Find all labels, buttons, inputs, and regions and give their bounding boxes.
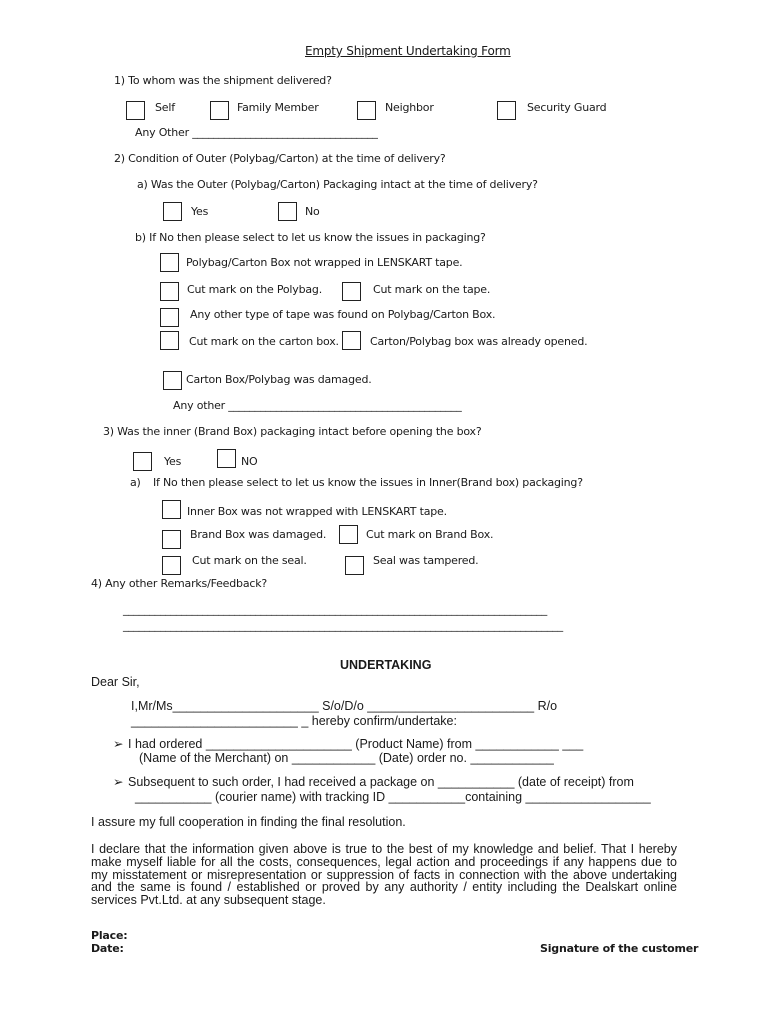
issue-cut-carton-label: Cut mark on the carton box. [189,335,339,348]
question-4: 4) Any other Remarks/Feedback? [91,577,268,590]
checkbox-issue-cut-carton[interactable] [160,331,179,350]
question-3a-prefix: a) [130,476,141,489]
brand-box-damaged-label: Brand Box was damaged. [190,528,327,541]
place-label: Place: [91,929,128,942]
checkbox-issue-cut-polybag[interactable] [160,282,179,301]
checkbox-q3-no[interactable] [217,449,236,468]
form-title: Empty Shipment Undertaking Form [305,44,511,58]
assurance-text: I assure my full cooperation in finding the final resolution. [91,815,406,829]
checkbox-brand-box-damaged[interactable] [162,530,181,549]
checkbox-issue-already-opened[interactable] [342,331,361,350]
issue-damaged-label: Carton Box/Polybag was damaged. [186,373,372,386]
undertaking-heading: UNDERTAKING [340,658,432,672]
question-3: 3) Was the inner (Brand Box) packaging intact before opening the box? [103,425,482,438]
q1-any-other-field[interactable]: Any Other ___________________________________ [135,126,378,139]
signature-label: Signature of the customer [540,942,699,955]
checkbox-q3-yes[interactable] [133,452,152,471]
q2-no-label: No [305,205,320,218]
checkbox-issue-damaged[interactable] [163,371,182,390]
inner-no-tape-label: Inner Box was not wrapped with LENSKART tape. [187,505,447,518]
checkbox-q2-no[interactable] [278,202,297,221]
q2-any-other-field[interactable]: Any other ____________________________________________ [173,399,462,412]
bullet-2-line-2: ___________ (courier name) with tracking ID ___________containing __________________ [135,790,651,804]
cut-brand-box-label: Cut mark on Brand Box. [366,528,494,541]
remarks-line-2[interactable]: ___________________________________________________________________________________ [123,619,563,632]
bullet-1-glyph: ➢ [113,737,124,751]
undertaking-line-1: I,Mr/Ms_____________________ S/o/D/o ________________________ R/o [131,699,558,713]
bullet-2-line-1: Subsequent to such order, I had received a package on ___________ (date of receipt) from [128,775,634,789]
issue-no-lenskart-tape-label: Polybag/Carton Box not wrapped in LENSKART tape. [186,256,463,269]
question-2a: a) Was the Outer (Polybag/Carton) Packaging intact at the time of delivery? [137,178,538,191]
issue-already-opened-label: Carton/Polybag box was already opened. [370,335,588,348]
checkbox-inner-no-tape[interactable] [162,500,181,519]
seal-tampered-label: Seal was tampered. [373,554,479,567]
cut-seal-label: Cut mark on the seal. [192,554,307,567]
option-family-member-label: Family Member [237,101,319,114]
checkbox-seal-tampered[interactable] [345,556,364,575]
undertaking-line-2: ________________________ _ hereby confirm/undertake: [131,714,457,728]
question-3a: If No then please select to let us know the issues in Inner(Brand box) packaging? [153,476,583,489]
q2-yes-label: Yes [191,205,209,218]
q3-yes-label: Yes [164,455,182,468]
issue-cut-polybag-label: Cut mark on the Polybag. [187,283,322,296]
declaration-paragraph: I declare that the information given above is true to the best of my knowledge and belief. That I hereby make myself liable for all the costs, consequences, legal action and proceedings if any happens due to my misstatement or misrepresentation or suppression of facts in connection with the above undertaking and the same is found / established or proved by any authority / entity including the Dealskart online services Pvt.Ltd. at any subsequent stage. [91,842,677,908]
option-neighbor-label: Neighbor [385,101,434,114]
remarks-line-1[interactable]: ________________________________________________________________________________ [123,603,548,616]
checkbox-q2-yes[interactable] [163,202,182,221]
date-label: Date: [91,942,124,955]
checkbox-cut-seal[interactable] [162,556,181,575]
salutation: Dear Sir, [91,675,140,689]
issue-cut-tape-label: Cut mark on the tape. [373,283,491,296]
checkbox-issue-other-tape[interactable] [160,308,179,327]
option-self-label: Self [155,101,175,114]
checkbox-family-member[interactable] [210,101,229,120]
checkbox-issue-cut-tape[interactable] [342,282,361,301]
checkbox-neighbor[interactable] [357,101,376,120]
checkbox-self[interactable] [126,101,145,120]
question-2: 2) Condition of Outer (Polybag/Carton) at the time of delivery? [114,152,446,165]
question-2b: b) If No then please select to let us know the issues in packaging? [135,231,486,244]
checkbox-cut-brand-box[interactable] [339,525,358,544]
bullet-1-line-2: (Name of the Merchant) on ____________ (Date) order no. ____________ [139,751,554,765]
issue-other-tape-label: Any other type of tape was found on Polybag/Carton Box. [190,308,496,321]
q3-no-label: NO [241,455,258,468]
option-security-guard-label: Security Guard [527,101,607,114]
checkbox-issue-no-lenskart-tape[interactable] [160,253,179,272]
checkbox-security-guard[interactable] [497,101,516,120]
bullet-2-glyph: ➢ [113,775,124,789]
bullet-1-line-1: I had ordered _____________________ (Product Name) from ____________ ___ [128,737,584,751]
question-1: 1) To whom was the shipment delivered? [114,74,332,87]
